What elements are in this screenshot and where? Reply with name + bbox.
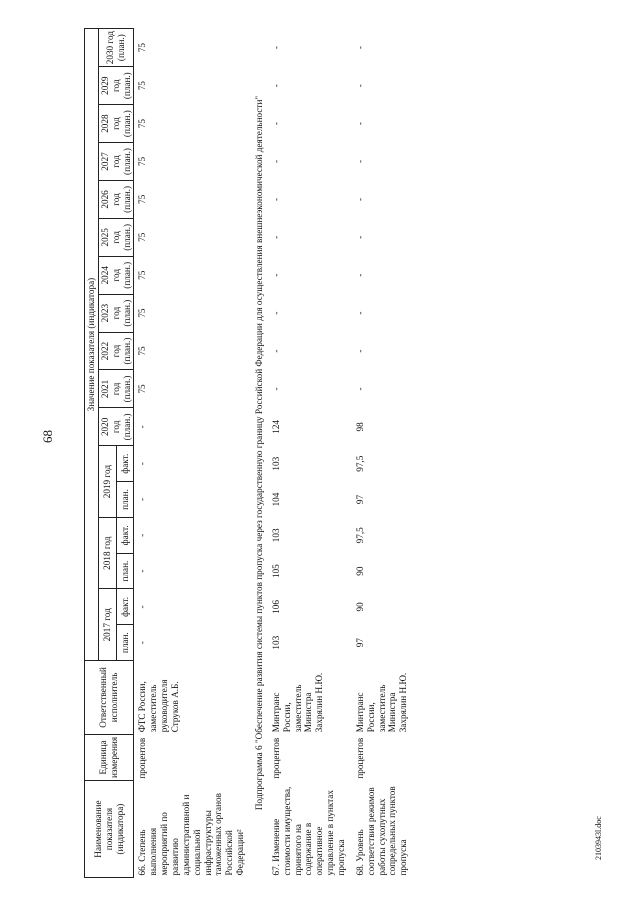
value-cell: 97,5 [354,455,365,472]
value-cell: - [137,497,148,502]
value-cell: - [270,387,281,391]
header-2019-plan: план. [116,482,134,518]
value-cell: - [137,569,148,573]
value-cell: 105 [270,564,281,578]
value-cell: - [270,159,281,164]
value-cell: - [137,462,148,466]
row-name: 67. Изменение стоимости имущества, принятого на содержание в оперативное управление в пунктах пропуска [270,786,347,876]
header-year-2025: 2025 год (план.) [98,218,134,256]
value-cell: - [270,235,281,239]
row-unit: процентов [137,737,148,779]
value-cell: - [354,46,365,50]
value-cell: - [354,311,365,315]
header-2018-fact: факт. [116,517,134,553]
header-name: Наименование показателя (индикатора) [85,781,134,878]
header-2017-fact: факт. [116,589,134,625]
row-unit: процентов [354,737,365,779]
value-cell: - [270,197,281,201]
header-year-2029: 2029 год (план.) [98,67,134,105]
value-cell: - [270,84,281,88]
value-cell: 90 [354,602,365,612]
row-responsible: ФТС России, заместитель руководителя Струков А.Б. [137,679,181,733]
subprogram-row [251,29,268,878]
value-cell: 104 [270,492,281,507]
value-cell: - [137,533,148,537]
value-cell: 75 [137,270,148,280]
row-unit: процентов [270,737,281,779]
row-responsible: Минтранс России, заместитель Министра Захрялин Н.Ю. [270,672,325,733]
value-cell: 75 [137,119,148,129]
value-cell: 75 [137,194,148,205]
value-cell: 75 [137,346,148,356]
value-cell: - [354,349,365,353]
value-cell: 90 [354,566,365,576]
value-cell: - [354,159,365,164]
value-cell: 103 [270,456,281,471]
row-name: 68. Уровень соответствия режимов работы сухопутных сопредельных пунктов пропуска [354,786,409,876]
header-year-2028: 2028 год (план.) [98,105,134,143]
rotated-table-container [84,28,612,878]
header-year-2017: 2017 год [98,589,116,661]
header-year-2027: 2027 год (план.) [98,143,134,181]
table-row-67 [268,29,352,878]
header-year-2019: 2019 год [98,446,116,518]
header-year-2022: 2022 год (план.) [98,332,134,370]
header-2017-plan: план. [116,625,134,661]
value-cell: 75 [137,43,148,53]
header-responsible: Ответственный исполнитель [85,661,134,735]
value-cell: 103 [270,528,281,543]
table-row-66 [134,29,251,878]
header-year-2021: 2021 год (план.) [98,370,134,408]
value-cell: 75 [137,156,148,167]
header-year-2018: 2018 год [98,517,116,589]
table-row-68 [352,29,414,878]
value-cell: - [137,425,148,429]
value-cell: 103 [270,635,281,650]
value-cell: - [270,122,281,126]
value-cell: 98 [354,422,365,432]
header-unit: Единица измерения [85,734,134,780]
value-cell: - [137,605,148,609]
indicators-table [84,28,414,878]
header-2018-plan: план. [116,553,134,589]
header-2019-fact: факт. [116,446,134,482]
value-cell: 97 [354,494,365,505]
value-cell: - [270,349,281,353]
value-cell: - [354,197,365,201]
header-year-2020: 2020 год (план.) [98,408,134,446]
subprogram-title: Подпрограмма 6 "Обеспечение развития системы пунктов пропуска через государственную границу Российской Федерации для осуществления внешнеэкономической деятельности" [254,95,265,811]
header-year-2024: 2024 год (план.) [98,256,134,294]
value-cell: - [354,235,365,239]
value-cell: 97 [354,638,365,648]
row-name: 66. Степень выполнения мероприятий по развитию административной и социальной инфраструктуры таможенных органов Российской Федерации² [137,793,246,876]
value-cell: - [270,311,281,315]
value-cell: - [354,122,365,126]
value-cell: - [270,46,281,50]
page-number: 68 [40,430,55,443]
value-cell: - [270,273,281,277]
value-cell: 75 [137,81,148,91]
header-year-2023: 2023 год (план.) [98,294,134,332]
value-cell: 106 [270,600,281,614]
document-filename: 2103943l.doc [594,816,603,860]
header-year-2030: 2030 год (план.) [98,29,134,67]
value-cell: 124 [270,419,281,434]
value-cell: - [137,641,148,645]
value-cell: 75 [137,232,148,242]
value-cell: - [354,387,365,391]
value-cell: - [354,84,365,88]
header-indicator-values: Значение показателя (индикатора) [85,29,99,661]
value-cell: 75 [137,384,148,394]
value-cell: 75 [137,308,148,318]
value-cell: 97,5 [354,527,365,544]
value-cell: - [354,273,365,277]
header-year-2026: 2026 год (план.) [98,180,134,218]
row-responsible: Минтранс России, заместитель Министра Захрялин Н.Ю. [354,672,409,733]
